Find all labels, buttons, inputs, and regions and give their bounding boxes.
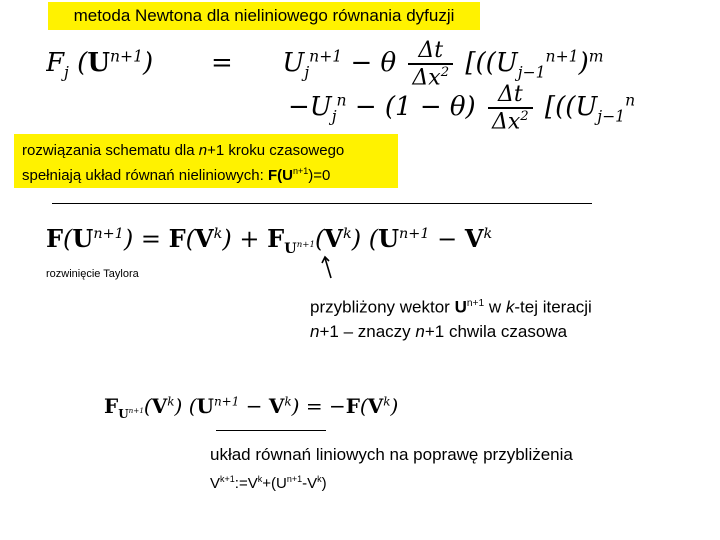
approx-note — [310, 292, 710, 344]
note-line-1: rozwiązania schematu dla n+1 kroku czasowego — [22, 142, 345, 159]
slide-title: metoda Newtona dla nieliniowego równania dyfuzji — [48, 2, 480, 30]
approx-line-1: przybliżony wektor $U^{n+1}$ w k-tej iteracji — [310, 297, 592, 317]
approx-line-2: n+1 – znaczy n+1 chwila czasowa — [310, 321, 568, 341]
linear-note — [210, 443, 710, 496]
equation-residual-line2: $-U_j^n - (1 - \theta)$ $\frac{\Delta t}{\Delta x^2}$ [(($U_{j-1}^n$ — [288, 82, 636, 135]
linear-line-2: $V^{k+1}:=V^k+(U^{n+1}-V^k)$ — [210, 474, 327, 492]
arrow-icon — [320, 254, 336, 280]
linear-line-1: układ równań liniowych na poprawę przybliżenia — [210, 445, 573, 464]
taylor-label: rozwinięcie Taylora — [46, 268, 139, 280]
equation-linear-system: $F_{U^{n+1}}(V^k) (U^{n+1} - V^k) = -F(V^k)$ — [104, 394, 399, 421]
equation-residual-line1: $F_j$ $(U^{n+1})$ = $U_j^{n+1} - \theta$ $\frac{\Delta t}{\Delta x^2}$ [($(U_{j-1}^{n+1})^m$ — [46, 38, 604, 91]
equation-taylor: $F(U^{n+1}) = F(V^k) + F_{U^{n+1}}(V^k) (U^{n+1} - V^k$ — [46, 224, 493, 257]
divider-line — [52, 203, 592, 204]
note-line-2: spełniają układ równań nieliniowych: $F(U^{n+1})=0$ — [22, 166, 331, 184]
underline-correction — [216, 430, 326, 431]
solution-note — [14, 134, 398, 188]
